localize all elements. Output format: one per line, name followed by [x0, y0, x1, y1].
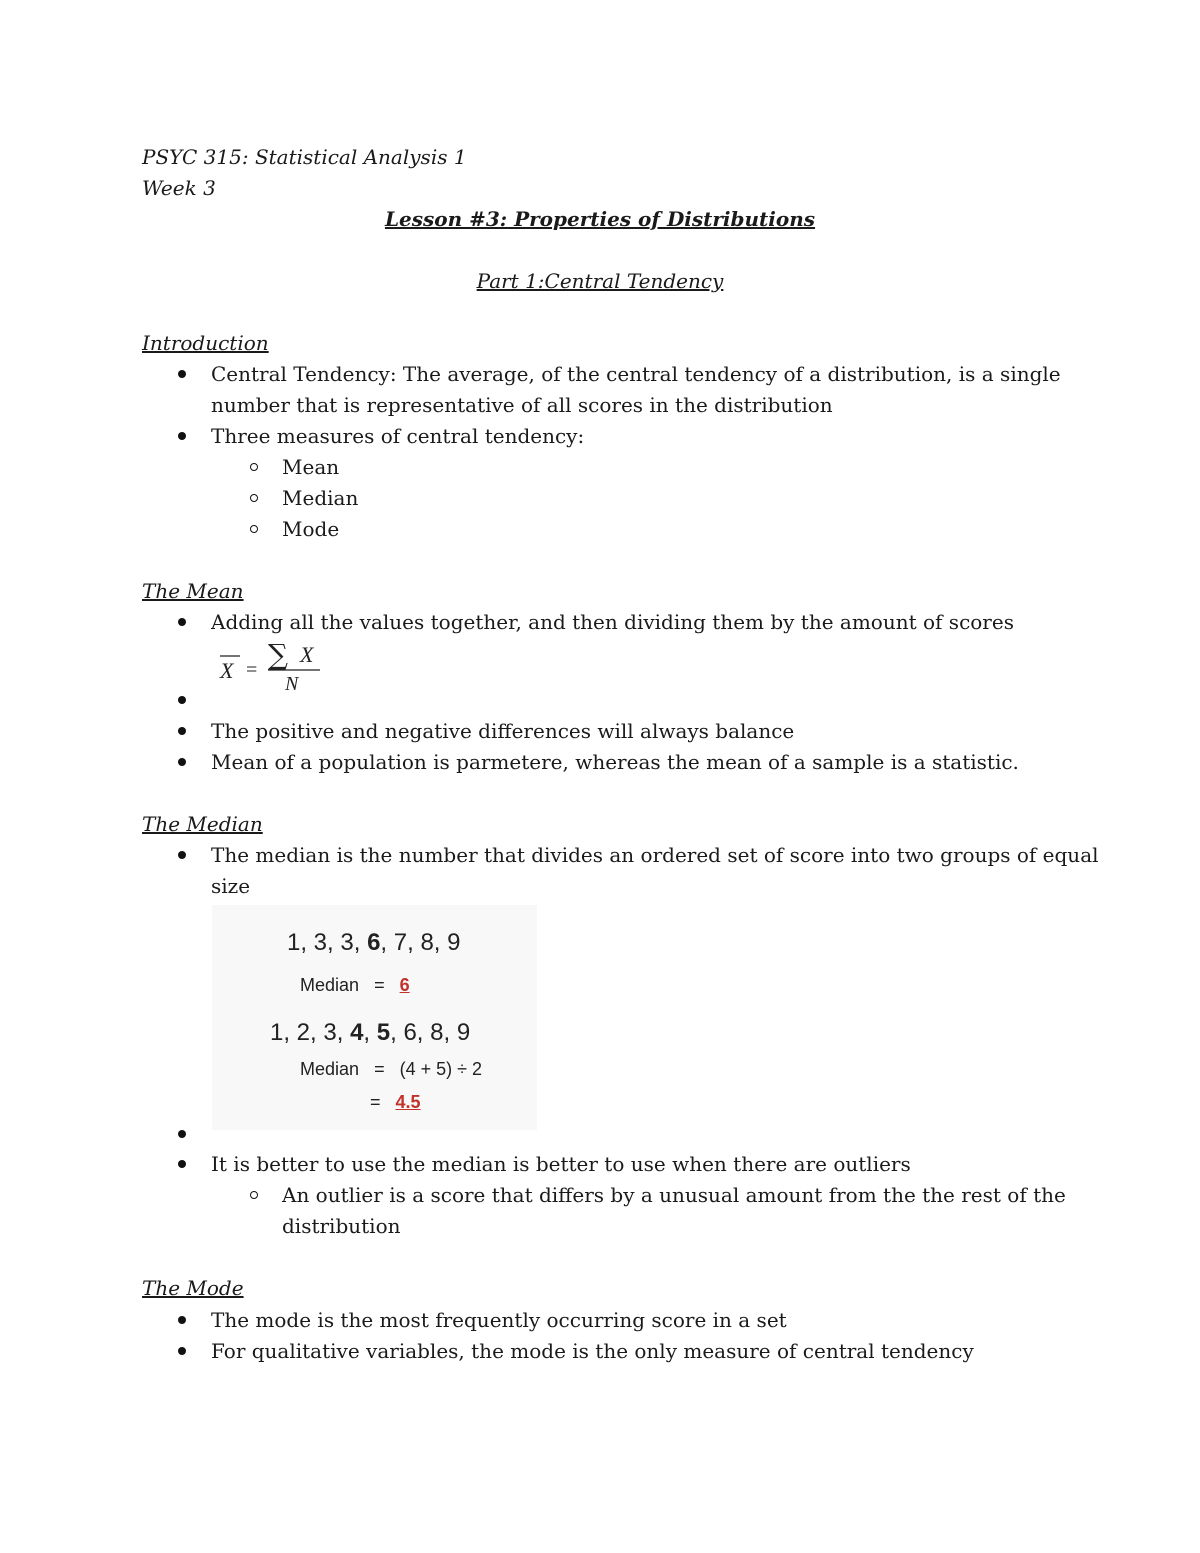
formula-equals: =	[246, 659, 258, 681]
part-title: Part 1:Central Tendency	[476, 269, 724, 293]
median-result-1	[300, 975, 410, 996]
intro-bullet-1-line-2: number that is representative of all scores in the distribution	[211, 393, 833, 417]
median-bullet-1-line-2: size	[211, 874, 251, 898]
formula-sigma: ∑	[268, 640, 288, 671]
seq2-part-d: , 6, 8, 9	[390, 1019, 471, 1046]
median-bullet-3: It is better to use the median is better to use when there are outliers	[211, 1152, 911, 1176]
bullet-dot	[178, 432, 186, 440]
bullet-dot	[178, 851, 186, 859]
outlier-line-2: distribution	[282, 1214, 401, 1238]
sub-bullet-circle	[250, 525, 258, 533]
sequence-even	[270, 1019, 470, 1047]
median-bullet-1-line-1: The median is the number that divides an ordered set of score into two groups of equal	[211, 843, 1099, 867]
sub-bullet-circle	[250, 494, 258, 502]
outlier-line-1: An outlier is a score that differs by a unusual amount from the the rest of the	[282, 1183, 1066, 1207]
list-item-mode: Mode	[282, 517, 340, 541]
bullet-dot	[178, 1347, 186, 1355]
bullet-dot	[178, 370, 186, 378]
lesson-title: Lesson #3: Properties of Distributions	[384, 207, 816, 231]
median-label: Median	[300, 1059, 360, 1079]
equals-sign: =	[374, 1059, 385, 1079]
median-expression: (4 + 5) ÷ 2	[399, 1059, 483, 1079]
formula-denominator: N	[285, 673, 299, 690]
bullet-dot	[178, 758, 186, 766]
section-heading-introduction: Introduction	[142, 331, 269, 355]
seq1-part-a: 1, 3, 3,	[287, 929, 368, 956]
list-item-median: Median	[282, 486, 359, 510]
seq1-part-c: , 7, 8, 9	[380, 929, 461, 956]
bullet-dot	[178, 618, 186, 626]
median-value-1: 6	[399, 975, 410, 995]
section-heading-median: The Median	[142, 812, 263, 836]
mean-bullet-3: The positive and negative differences will always balance	[211, 719, 795, 743]
seq2-part-a: 1, 2, 3,	[270, 1019, 351, 1046]
median-value-2: 4.5	[395, 1092, 421, 1112]
formula-lhs: X	[220, 658, 234, 683]
median-label: Median	[300, 975, 360, 995]
list-item-mean: Mean	[282, 455, 340, 479]
sub-bullet-circle	[250, 463, 258, 471]
bullet-dot	[178, 727, 186, 735]
equals-sign: =	[370, 1092, 381, 1112]
bullet-dot	[178, 696, 186, 704]
mode-bullet-1: The mode is the most frequently occurring score in a set	[211, 1308, 787, 1332]
section-heading-mode: The Mode	[142, 1276, 244, 1300]
formula-numerator: X	[300, 642, 314, 667]
intro-bullet-2: Three measures of central tendency:	[211, 424, 585, 448]
bullet-dot	[178, 1130, 186, 1138]
seq1-middle: 6	[367, 929, 381, 956]
median-result-2-value	[370, 1092, 421, 1113]
seq2-middle-1: 4	[350, 1019, 364, 1046]
sequence-odd	[287, 929, 460, 957]
intro-bullet-1-line-1: Central Tendency: The average, of the central tendency of a distribution, is a single	[211, 362, 1061, 386]
week-label: Week 3	[142, 176, 216, 200]
section-heading-mean: The Mean	[142, 579, 244, 603]
mean-bullet-1: Adding all the values together, and then dividing them by the amount of scores	[211, 610, 1014, 634]
bullet-dot	[178, 1160, 186, 1168]
seq2-separator: ,	[363, 1019, 377, 1046]
bullet-dot	[178, 1316, 186, 1324]
equals-sign: =	[374, 975, 385, 995]
mean-bullet-4: Mean of a population is parmetere, whereas the mean of a sample is a statistic.	[211, 750, 1019, 774]
sub-bullet-circle	[250, 1191, 258, 1199]
mean-formula-image	[212, 640, 332, 690]
mode-bullet-2: For qualitative variables, the mode is the only measure of central tendency	[211, 1339, 974, 1363]
seq2-middle-2: 5	[376, 1019, 391, 1046]
median-result-2	[300, 1059, 482, 1080]
median-example-image	[212, 905, 537, 1130]
course-title: PSYC 315: Statistical Analysis 1	[142, 145, 467, 169]
